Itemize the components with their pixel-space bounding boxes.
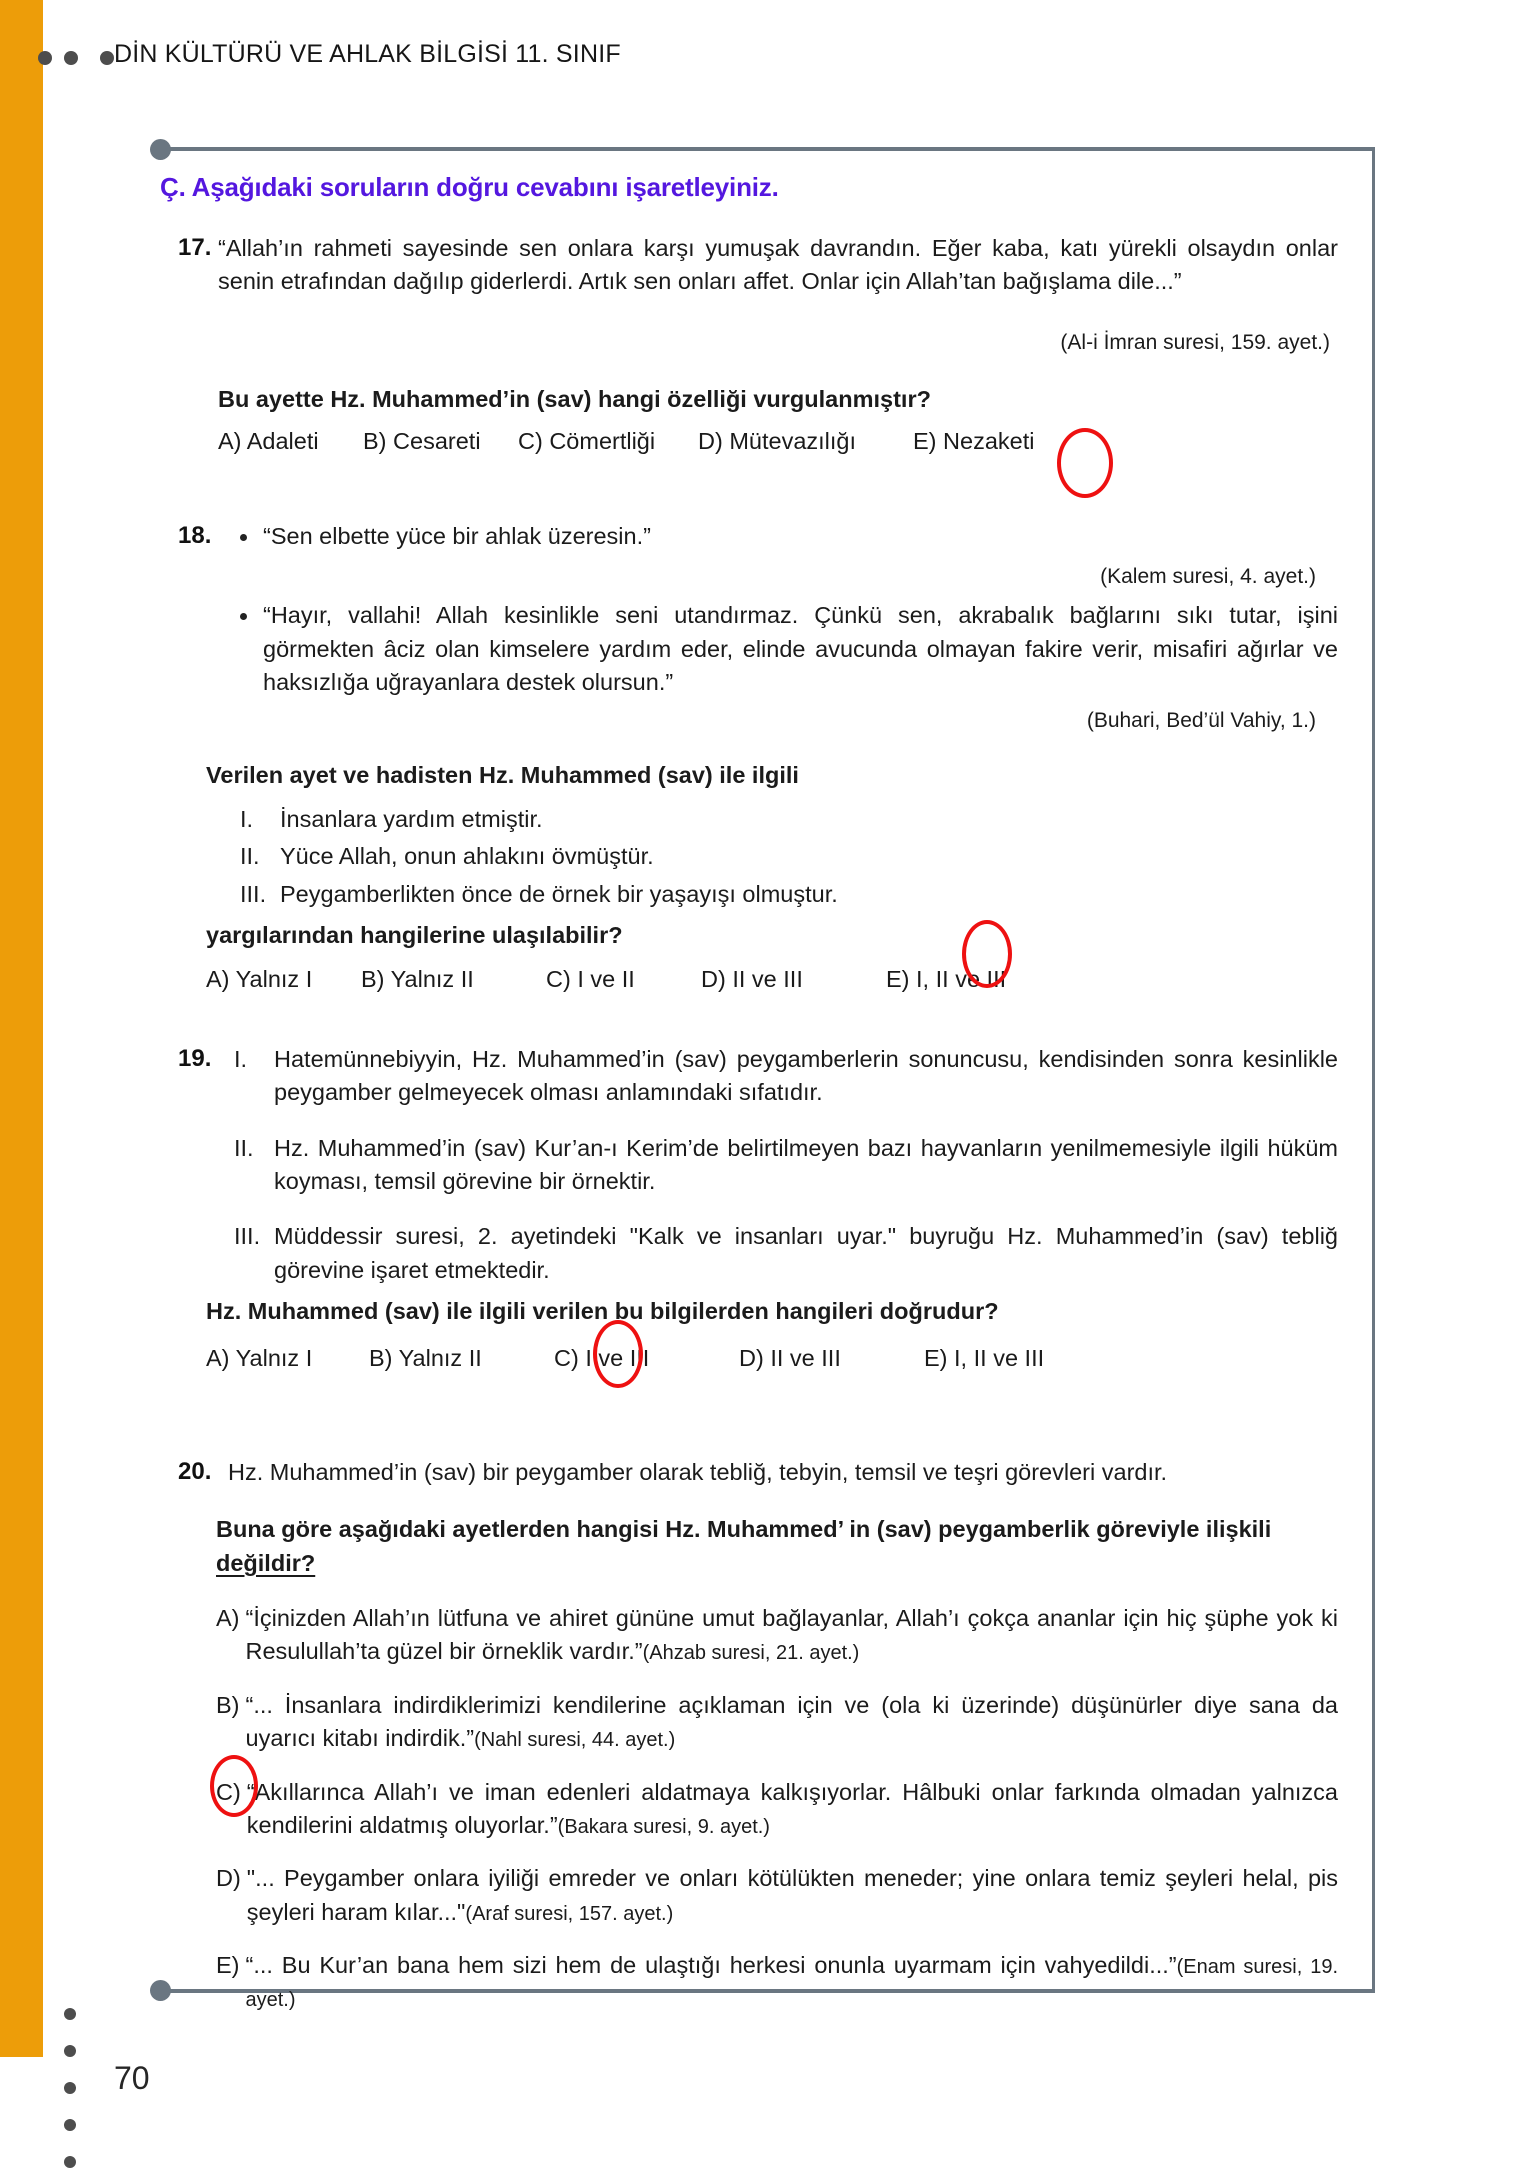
option-d-text: II ve III xyxy=(770,1344,841,1371)
frame-cap-top-icon xyxy=(150,139,171,160)
roman-label: I. xyxy=(240,805,254,832)
option-e-quote: “... Bu Kur’an bana hem sizi hem de ulaştığı herkesi onunla uyarmam için vahyedildi...” xyxy=(245,1951,1177,1978)
option-c-text xyxy=(247,1776,1338,1843)
option-e-label: E) xyxy=(216,1951,240,1978)
question-20-number: 20. xyxy=(178,1458,212,1485)
option-c-text: Cömertliği xyxy=(549,428,656,455)
option-d-text: Mütevazılığı xyxy=(729,428,857,455)
option-c-text: I ve III xyxy=(585,1344,650,1371)
option-d-label: D) xyxy=(701,966,726,993)
option-d[interactable] xyxy=(701,966,886,993)
option-b-label: B) xyxy=(361,966,385,993)
decorative-dot-bottom-3 xyxy=(64,2082,76,2094)
option-d[interactable] xyxy=(739,1345,924,1372)
option-b-text: Yalnız II xyxy=(398,1344,482,1371)
roman-label: III. xyxy=(240,880,267,907)
option-a-text: Adaleti xyxy=(246,428,319,455)
question-17-source: (Al-i İmran suresi, 159. ayet.) xyxy=(1060,330,1330,354)
decorative-dot-bottom-1 xyxy=(64,2008,76,2020)
option-a-text xyxy=(246,1602,1339,1669)
option-d-quote: "... Peygamber onlara iyiliği emreder ve onları kötülükten meneder; yine onlara temiz şeyleri helal, pis şeyleri haram kılar..." xyxy=(246,1865,1338,1925)
option-b-text xyxy=(246,1689,1339,1756)
question-18-roman-3 xyxy=(240,878,1338,911)
question-20-passage: Hz. Muhammed’in (sav) bir peygamber olarak tebliğ, tebyin, temsil ve teşri görevleri vardır. xyxy=(228,1459,1168,1485)
option-a-label: A) xyxy=(206,1344,230,1371)
option-e-text xyxy=(246,1949,1339,2016)
roman-text: Müddessir suresi, 2. ayetindeki "Kalk ve insanları uyar." buyruğu Hz. Muhammed’in (sav) tebliğ görevine işaret etmektedir. xyxy=(274,1223,1338,1283)
decorative-dot-bottom-4 xyxy=(64,2119,76,2131)
question-20-option-a[interactable] xyxy=(216,1602,1338,1669)
option-c-label: C) xyxy=(546,966,571,993)
question-20-option-c[interactable] xyxy=(216,1776,1338,1843)
question-19-number: 19. xyxy=(178,1045,212,1072)
roman-label: II. xyxy=(240,843,260,870)
question-18-bullet-2 xyxy=(240,599,1338,699)
bullet-dot-icon xyxy=(240,534,247,541)
question-20-stem-line-2: değildir? xyxy=(216,1549,316,1576)
question-19-roman-1 xyxy=(234,1043,1338,1110)
option-e-text: I, II ve III xyxy=(916,966,1007,993)
question-19-roman-2 xyxy=(234,1132,1338,1199)
roman-text: Hatemünnebiyyin, Hz. Muhammed’in (sav) peygamberlerin sonuncusu, kendisinden sonra kesinlikle peygamber gelmeyecek olması anlamındaki sıfatıdır. xyxy=(274,1046,1338,1106)
question-18-options xyxy=(206,966,1338,993)
question-18-stem-top: Verilen ayet ve hadisten Hz. Muhammed (sav) ile ilgili xyxy=(206,762,799,789)
roman-text: Hz. Muhammed’in (sav) Kur’an-ı Kerim’de belirtilmeyen bazı hayvanların yenilmemesiyle ilgili hüküm koyması, temsil görevine bir örnektir. xyxy=(274,1134,1338,1195)
option-a[interactable] xyxy=(206,966,361,993)
option-a-quote: “İçinizden Allah’ın lütfuna ve ahiret gününe umut bağlayanlar, Allah’ı çokça ananlar için hiç şüphe yok ki Resulullah’ta güzel bir örneklik vardır.” xyxy=(245,1605,1338,1665)
option-b[interactable] xyxy=(361,966,546,993)
option-b-text: Yalnız II xyxy=(390,966,474,993)
option-c-source: (Bakara suresi, 9. ayet.) xyxy=(557,1815,770,1838)
option-c-label: C) xyxy=(554,1344,579,1371)
question-19-stem: Hz. Muhammed (sav) ile ilgili verilen bu bilgilerden hangileri doğrudur? xyxy=(206,1298,999,1325)
roman-label: II. xyxy=(234,1134,254,1161)
option-d-text: II ve III xyxy=(732,966,803,993)
option-b[interactable] xyxy=(369,1345,554,1372)
bullet-dot-icon xyxy=(240,613,247,620)
roman-label: III. xyxy=(234,1223,261,1250)
option-e-label: E) xyxy=(913,428,937,455)
decorative-dot-bottom-2 xyxy=(64,2045,76,2057)
question-18 xyxy=(178,520,1338,993)
question-20 xyxy=(178,1456,1338,2036)
option-c-quote: “Akıllarınca Allah’ı ve iman edenleri aldatmaya kalkışıyorlar. Hâlbuki onlar farkında olmadan yalnızca kendilerini aldatmış oluyorlar.” xyxy=(246,1778,1338,1838)
option-d-label: D) xyxy=(739,1344,764,1371)
option-a-text: Yalnız I xyxy=(235,1344,313,1371)
question-19-roman-3 xyxy=(234,1220,1338,1287)
question-20-option-d[interactable] xyxy=(216,1862,1338,1929)
question-20-stem-line-1: Buna göre aşağıdaki ayetlerden hangisi Hz. Muhammed’ in (sav) peygamberlik göreviyle ilişkili xyxy=(216,1516,1272,1543)
decorative-dot-top-1 xyxy=(38,51,52,65)
option-e-label: E) xyxy=(886,966,910,993)
option-b-quote: “... İnsanlara indirdiklerimizi kendilerine açıklaman için ve (ola ki üzerinde) düşünürler diye sana da uyarıcı kitabı indirdik.” xyxy=(245,1691,1338,1752)
option-a[interactable] xyxy=(206,1345,369,1372)
question-20-option-b[interactable] xyxy=(216,1689,1338,1756)
option-c[interactable] xyxy=(518,428,698,455)
option-a[interactable] xyxy=(218,428,363,455)
option-a-text: Yalnız I xyxy=(235,966,313,993)
option-a-label: A) xyxy=(218,428,242,455)
frame-cap-bottom-icon xyxy=(150,1980,171,2001)
page-number: 70 xyxy=(114,2060,150,2096)
question-18-stem-bottom: yargılarından hangilerine ulaşılabilir? xyxy=(206,921,623,948)
option-b-text: Cesareti xyxy=(393,428,481,455)
option-a-label: A) xyxy=(206,966,230,993)
option-c-label: C) xyxy=(518,428,543,455)
option-d[interactable] xyxy=(698,428,913,455)
option-b-label: B) xyxy=(369,1344,393,1371)
option-a-source: (Ahzab suresi, 21. ayet.) xyxy=(642,1642,860,1665)
option-c[interactable] xyxy=(554,1345,739,1372)
option-b-source: (Nahl suresi, 44. ayet.) xyxy=(474,1729,676,1752)
option-a-label: A) xyxy=(216,1605,240,1632)
question-20-option-e[interactable] xyxy=(216,1949,1338,2016)
option-e-source: (Enam suresi, 19. ayet.) xyxy=(245,1955,1338,2012)
left-orange-spine xyxy=(0,0,43,2057)
roman-text: Yüce Allah, onun ahlakını övmüştür. xyxy=(280,843,654,870)
roman-label: I. xyxy=(234,1046,248,1072)
question-17 xyxy=(178,232,1338,455)
option-b-label: B) xyxy=(363,428,387,455)
option-e-label: E) xyxy=(924,1344,948,1371)
roman-text: İnsanlara yardım etmiştir. xyxy=(280,805,543,832)
roman-text: Peygamberlikten önce de örnek bir yaşayışı olmuştur. xyxy=(280,880,838,907)
question-19-options xyxy=(206,1345,1338,1372)
question-17-number: 17. xyxy=(178,234,212,261)
option-d-label: D) xyxy=(216,1865,241,1892)
question-17-stem: Bu ayette Hz. Muhammed’in (sav) hangi özelliği vurgulanmıştır? xyxy=(218,385,931,412)
question-18-bullet-1-source: (Kalem suresi, 4. ayet.) xyxy=(1100,565,1316,589)
question-19 xyxy=(178,1043,1338,1372)
question-17-options xyxy=(218,428,1338,455)
option-e[interactable] xyxy=(924,1345,1044,1372)
option-e[interactable] xyxy=(886,966,1006,993)
decorative-dot-top-3 xyxy=(100,51,114,65)
question-18-bullet-2-text: “Hayır, vallahi! Allah kesinlikle seni utandırmaz. Çünkü sen, akrabalık bağlarını sıkı tutar, işini görmekten âciz olan kimselere yardım eder, elinde avucunda olmayan fakire verir, misafiri ağırlar ve haksızlığa uğrayanlara destek olursun.” xyxy=(263,602,1338,696)
option-e-text: I, II ve III xyxy=(954,1344,1045,1371)
decorative-dot-bottom-5 xyxy=(64,2156,76,2168)
question-18-roman-1 xyxy=(240,803,1338,836)
section-heading: Ç. Aşağıdaki soruların doğru cevabını işaretleyiniz. xyxy=(160,172,779,202)
question-18-bullet-2-source: (Buhari, Bed’ül Vahiy, 1.) xyxy=(1086,709,1316,733)
option-d-text xyxy=(247,1862,1338,1929)
option-b-label: B) xyxy=(216,1691,240,1718)
option-c-text: I ve II xyxy=(577,966,635,993)
option-c-label: C) xyxy=(216,1778,241,1805)
page-title: DİN KÜLTÜRÜ VE AHLAK BİLGİSİ 11. SINIF xyxy=(114,40,621,68)
question-18-number: 18. xyxy=(178,522,212,549)
decorative-dot-top-2 xyxy=(64,51,78,65)
option-d-source: (Araf suresi, 157. ayet.) xyxy=(465,1902,674,1925)
option-e-text: Nezaketi xyxy=(943,428,1035,455)
question-17-passage: “Allah’ın rahmeti sayesinde sen onlara karşı yumuşak davrandın. Eğer kaba, katı yürekli olsaydın onlar senin etrafından dağılıp giderlerdi. Artık sen onları affet. Onlar için Allah’tan bağışlama dile...” xyxy=(218,235,1338,295)
question-18-bullet-1 xyxy=(240,520,1338,553)
question-18-bullet-1-text: “Sen elbette yüce bir ahlak üzeresin.” xyxy=(263,523,651,549)
option-c[interactable] xyxy=(546,966,701,993)
option-d-label: D) xyxy=(698,428,723,455)
question-18-roman-2 xyxy=(240,840,1338,873)
option-b[interactable] xyxy=(363,428,518,455)
option-e[interactable] xyxy=(913,428,1034,455)
